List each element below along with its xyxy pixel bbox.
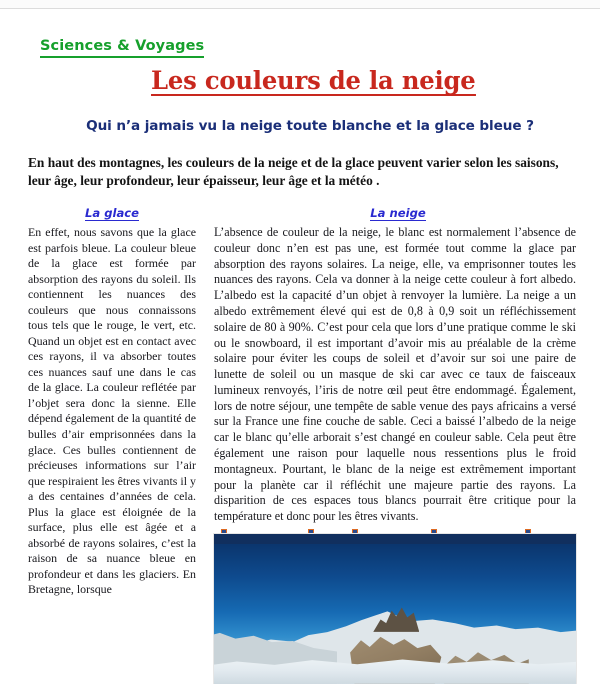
mountain-photo[interactable]	[214, 534, 576, 684]
intro-paragraph: En haut des montagnes, les couleurs de la neige et de la glace peuvent varier selon les saisons, leur âge, leur profondeur, leur épaisseur, leur âge et la météo .	[28, 155, 559, 189]
column-right	[214, 206, 576, 684]
page-title: Les couleurs de la neige	[150, 65, 476, 95]
column-left-heading-text: La glace	[84, 206, 140, 221]
masthead	[40, 37, 576, 58]
column-left-heading	[28, 206, 196, 220]
column-left	[28, 206, 196, 684]
column-right-heading-text: La neige	[370, 206, 426, 221]
column-left-text: En effet, nous savons que la glace est parfois bleue. La couleur bleue de la glace est formée par absorption des rayons du soleil. Ils contiennent les nuances des couleurs que nous connaissons tous tels que le rouge, le vert, etc. Quand un objet est en contact avec ces rayons, il va absorber toutes ces nuances sauf une dans le cas de la glace. La couleur reflétée par l’objet sera donc la sienne. Elle dépend également de la quantité de bulles d’air emprisonnées dans la glace. Ces bulles contiennent de précieuses informations sur l’air que respiraient les êtres vivants il y a des centaines d’années de cela. Plus la glace est éloignée de la surface, plus elle est âgée et a absorbé de rayons solaires, c’est la raison de sa nuance bleue en profondeur et dans les glaciers. En Bretagne, lorsque	[28, 225, 196, 597]
masthead-label: Sciences & Voyages	[40, 38, 204, 58]
column-gutter	[196, 206, 214, 684]
two-column-body	[28, 206, 576, 684]
photo-block	[214, 534, 576, 684]
photo-top-band	[214, 534, 576, 544]
page-title-container	[28, 67, 576, 97]
page-subtitle: Qui n’a jamais vu la neige toute blanche et la glace bleue ?	[86, 118, 534, 135]
document-page	[0, 37, 600, 628]
column-right-heading	[214, 206, 576, 220]
column-right-text: L’absence de couleur de la neige, le blanc est normalement l’absence de couleur donc n’en est pas une, est formée tout comme la glace par absorption des rayons solaires. La neige, elle, va emprisonner toutes les nuances des rayons. Cela va donner à la neige cette couleur à fort albedo. L’albedo est la capacité d’un objet à renvoyer la lumière. La neige a un albedo extrêmement élevé qui est de 0,8 à 0,9 soit un réfléchissement solaire de 80 à 90%. C’est pour cela que lors d’une pratique comme le ski ou le snowboard, il est important d’avoir mis au préalable de la crème solaire pour éviter les coups de soleil et d’avoir sur soi une paire de lunette de soleil ou un masque de ski car avec ce taux de faisceaux lumineux renvoyés, l’iris de notre œil peut être endommagé. Également, lors de notre séjour, une tempête de sable venue des pays africains a versé sur la France une fine couche de sable. Ceci a baissé l’albedo de la neige car le blanc qu’elle arborait s’est changé en couleur sable. Cela peut être également une raison pour laquelle nous ressentions plus le froid montagneux. Pourtant, le blanc de la neige est extrêmement important pour la planète car il réfléchit une majeure partie des rayons. La disparition de ces espaces tous blancs pourrait être critique pour la température et donc pour les êtres vivants.	[214, 225, 576, 524]
window-top-edge	[0, 0, 600, 9]
